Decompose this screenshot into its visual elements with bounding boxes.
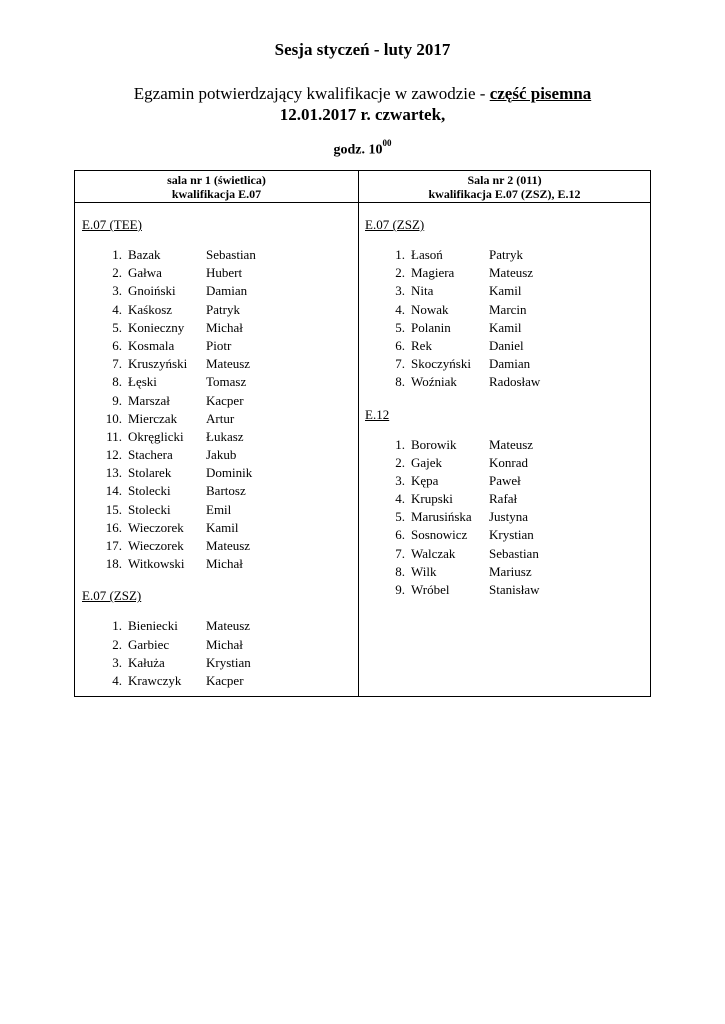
student-last-name: Stolecki bbox=[128, 501, 171, 517]
student-row bbox=[365, 454, 645, 472]
student-last-name: Kałuża bbox=[128, 654, 165, 670]
student-last-name: Marusińska bbox=[411, 509, 472, 525]
student-number: 13. bbox=[105, 465, 122, 481]
student-last-name: Łęski bbox=[128, 374, 157, 390]
qualification-group bbox=[365, 406, 645, 600]
student-number: 14. bbox=[105, 483, 122, 499]
student-first-name: Patryk bbox=[206, 301, 240, 317]
student-number: 7. bbox=[112, 356, 122, 372]
student-last-name: Walczak bbox=[411, 545, 456, 561]
student-last-name: Borowik bbox=[411, 436, 457, 452]
student-first-name: Piotr bbox=[206, 337, 232, 353]
student-row bbox=[365, 282, 645, 300]
student-number: 9. bbox=[112, 392, 122, 408]
student-first-name: Jakub bbox=[206, 447, 237, 463]
student-last-name: Kępa bbox=[411, 472, 439, 488]
student-first-name: Hubert bbox=[206, 265, 243, 281]
student-number: 3. bbox=[395, 283, 405, 299]
session-title: Sesja styczeń - luty 2017 bbox=[274, 40, 451, 59]
student-number: 3. bbox=[112, 654, 122, 670]
student-row bbox=[82, 482, 352, 500]
group-label: E.07 (TEE) bbox=[82, 217, 142, 232]
student-number: 4. bbox=[395, 301, 405, 317]
student-row bbox=[365, 246, 645, 264]
student-number: 8. bbox=[395, 374, 405, 390]
student-last-name: Gałwa bbox=[128, 265, 162, 281]
student-number: 7. bbox=[395, 545, 405, 561]
exam-time bbox=[0, 140, 725, 159]
student-number: 12. bbox=[105, 447, 122, 463]
student-row bbox=[82, 264, 352, 282]
student-row bbox=[365, 581, 645, 599]
group-label: E.07 (ZSZ) bbox=[365, 217, 425, 232]
student-number: 7. bbox=[395, 356, 405, 372]
student-row bbox=[82, 282, 352, 300]
student-last-name: Marszał bbox=[128, 392, 170, 408]
student-row bbox=[82, 446, 352, 464]
student-number: 2. bbox=[395, 265, 405, 281]
student-last-name: Stolarek bbox=[128, 465, 172, 481]
student-row bbox=[365, 301, 645, 319]
student-row bbox=[82, 355, 352, 373]
student-row bbox=[365, 563, 645, 581]
student-row bbox=[82, 654, 352, 672]
student-first-name: Dominik bbox=[206, 465, 253, 481]
student-first-name: Mateusz bbox=[206, 538, 251, 553]
student-first-name: Michał bbox=[206, 556, 243, 572]
student-row bbox=[365, 264, 645, 282]
student-number: 5. bbox=[395, 509, 405, 525]
student-first-name: Stanisław bbox=[489, 582, 540, 597]
student-last-name: Bieniecki bbox=[128, 618, 178, 634]
student-last-name: Wilk bbox=[411, 563, 437, 579]
student-last-name: Gajek bbox=[411, 454, 443, 470]
student-first-name: Kamil bbox=[489, 319, 522, 335]
student-last-name: Krawczyk bbox=[128, 672, 182, 688]
student-number: 3. bbox=[112, 283, 122, 299]
student-last-name: Witkowski bbox=[128, 556, 185, 572]
room-assignment-table bbox=[74, 170, 651, 697]
room-1-name: sala nr 1 (świetlica) bbox=[167, 173, 266, 187]
student-last-name: Kruszyński bbox=[128, 356, 188, 372]
student-first-name: Kamil bbox=[489, 283, 522, 299]
student-last-name: Magiera bbox=[411, 265, 455, 281]
student-number: 2. bbox=[112, 265, 122, 281]
student-row bbox=[82, 636, 352, 654]
student-last-name: Mierczak bbox=[128, 410, 178, 426]
student-row bbox=[365, 337, 645, 355]
student-row bbox=[82, 319, 352, 337]
student-last-name: Gnoiński bbox=[128, 283, 176, 299]
student-number: 2. bbox=[395, 454, 405, 470]
student-first-name: Kacper bbox=[206, 392, 244, 408]
student-row bbox=[365, 526, 645, 544]
room-2-header bbox=[359, 173, 650, 201]
student-first-name: Damian bbox=[489, 356, 531, 372]
student-number: 6. bbox=[112, 337, 122, 353]
student-number: 9. bbox=[395, 582, 405, 597]
student-number: 1. bbox=[112, 247, 122, 262]
student-number: 2. bbox=[112, 636, 122, 652]
group-label: E.12 bbox=[365, 406, 390, 422]
student-last-name: Garbiec bbox=[128, 636, 170, 652]
student-number: 1. bbox=[395, 436, 405, 452]
room-2-qualification: kwalifikacja E.07 (ZSZ), E.12 bbox=[428, 187, 581, 201]
student-number: 4. bbox=[112, 301, 122, 317]
student-last-name: Rek bbox=[411, 337, 432, 353]
student-number: 3. bbox=[395, 472, 405, 488]
exam-subtitle bbox=[0, 84, 725, 104]
student-last-name: Stachera bbox=[128, 447, 173, 463]
student-row bbox=[82, 672, 352, 690]
student-number: 4. bbox=[395, 491, 405, 507]
student-number: 6. bbox=[395, 337, 405, 353]
exam-date: 12.01.2017 r. czwartek, bbox=[279, 105, 446, 124]
student-first-name: Michał bbox=[206, 319, 243, 335]
student-first-name: Kamil bbox=[206, 519, 239, 535]
student-last-name: Sosnowicz bbox=[411, 527, 468, 543]
student-first-name: Paweł bbox=[489, 472, 521, 488]
student-first-name: Sebastian bbox=[206, 247, 256, 262]
student-row bbox=[365, 373, 645, 391]
student-first-name: Patryk bbox=[489, 247, 523, 262]
room-2-column bbox=[365, 203, 645, 599]
student-row bbox=[82, 428, 352, 446]
student-last-name: Wieczorek bbox=[128, 519, 184, 535]
student-row bbox=[365, 490, 645, 508]
exam-part-emphasis: część pisemna bbox=[489, 84, 592, 103]
student-last-name: Bazak bbox=[128, 247, 161, 262]
student-last-name: Nowak bbox=[411, 301, 449, 317]
student-first-name: Damian bbox=[206, 283, 248, 299]
student-last-name: Stolecki bbox=[128, 483, 171, 499]
student-number: 6. bbox=[395, 527, 405, 543]
student-row bbox=[365, 508, 645, 526]
student-first-name: Krystian bbox=[206, 654, 251, 670]
student-first-name: Mariusz bbox=[489, 563, 532, 579]
student-number: 1. bbox=[395, 247, 405, 262]
student-last-name: Krupski bbox=[411, 491, 453, 507]
student-first-name: Radosław bbox=[489, 374, 541, 390]
student-last-name: Łasoń bbox=[411, 247, 443, 262]
student-number: 17. bbox=[105, 538, 122, 553]
student-number: 5. bbox=[395, 319, 405, 335]
room-1-column bbox=[82, 203, 352, 690]
student-last-name: Okręglicki bbox=[128, 428, 184, 444]
student-last-name: Nita bbox=[411, 283, 434, 299]
room-1-qualification: kwalifikacja E.07 bbox=[171, 187, 262, 201]
student-first-name: Marcin bbox=[489, 301, 527, 317]
exam-time-minutes: 00 bbox=[382, 138, 392, 148]
student-first-name: Kacper bbox=[206, 672, 244, 688]
student-number: 4. bbox=[112, 672, 122, 688]
student-first-name: Michał bbox=[206, 636, 243, 652]
student-first-name: Sebastian bbox=[489, 545, 539, 561]
student-last-name: Woźniak bbox=[411, 374, 457, 390]
student-first-name: Łukasz bbox=[206, 428, 244, 444]
student-last-name: Wróbel bbox=[411, 582, 450, 597]
student-first-name: Mateusz bbox=[489, 265, 534, 281]
room-2-name: Sala nr 2 (011) bbox=[467, 173, 542, 187]
student-number: 8. bbox=[395, 563, 405, 579]
group-label: E.07 (ZSZ) bbox=[82, 588, 142, 604]
student-first-name: Rafał bbox=[489, 491, 518, 507]
student-last-name: Polanin bbox=[411, 319, 451, 335]
student-row bbox=[82, 410, 352, 428]
student-row bbox=[82, 519, 352, 537]
student-last-name: Konieczny bbox=[128, 319, 185, 335]
student-first-name: Daniel bbox=[489, 337, 524, 353]
student-last-name: Skoczyński bbox=[411, 356, 471, 372]
student-number: 18. bbox=[105, 556, 122, 572]
column-divider bbox=[358, 171, 359, 696]
student-number: 15. bbox=[105, 501, 122, 517]
student-last-name: Wieczorek bbox=[128, 538, 184, 553]
student-row bbox=[365, 436, 645, 454]
student-row bbox=[82, 537, 352, 555]
student-row bbox=[365, 319, 645, 337]
student-row bbox=[82, 246, 352, 264]
student-row bbox=[82, 373, 352, 391]
student-row bbox=[82, 337, 352, 355]
student-number: 11. bbox=[106, 428, 122, 444]
student-first-name: Mateusz bbox=[206, 618, 251, 634]
student-row bbox=[365, 545, 645, 563]
student-first-name: Krystian bbox=[489, 527, 534, 543]
student-number: 16. bbox=[105, 519, 122, 535]
student-first-name: Tomasz bbox=[206, 374, 247, 390]
student-first-name: Konrad bbox=[489, 454, 528, 470]
qualification-group bbox=[82, 216, 352, 573]
student-number: 10. bbox=[105, 410, 122, 426]
student-row bbox=[82, 392, 352, 410]
student-first-name: Mateusz bbox=[489, 436, 534, 452]
qualification-group bbox=[365, 216, 645, 392]
student-row bbox=[82, 617, 352, 635]
student-first-name: Bartosz bbox=[206, 483, 246, 499]
exam-subtitle-prefix: Egzamin potwierdzający kwalifikacje w zawodzie - bbox=[133, 84, 490, 103]
student-first-name: Emil bbox=[206, 501, 232, 517]
student-row bbox=[82, 555, 352, 573]
student-row bbox=[82, 464, 352, 482]
student-number: 8. bbox=[112, 374, 122, 390]
exam-time-label: godz. 10 bbox=[333, 142, 383, 158]
student-first-name: Mateusz bbox=[206, 356, 251, 372]
student-first-name: Artur bbox=[206, 410, 235, 426]
student-number: 1. bbox=[112, 618, 122, 634]
qualification-group bbox=[82, 587, 352, 690]
student-last-name: Kaśkosz bbox=[128, 301, 173, 317]
student-number: 5. bbox=[112, 319, 122, 335]
room-1-header bbox=[75, 173, 358, 201]
student-first-name: Justyna bbox=[489, 509, 528, 525]
student-row bbox=[365, 355, 645, 373]
student-last-name: Kosmala bbox=[128, 337, 175, 353]
student-row bbox=[82, 501, 352, 519]
student-row bbox=[365, 472, 645, 490]
student-row bbox=[82, 301, 352, 319]
